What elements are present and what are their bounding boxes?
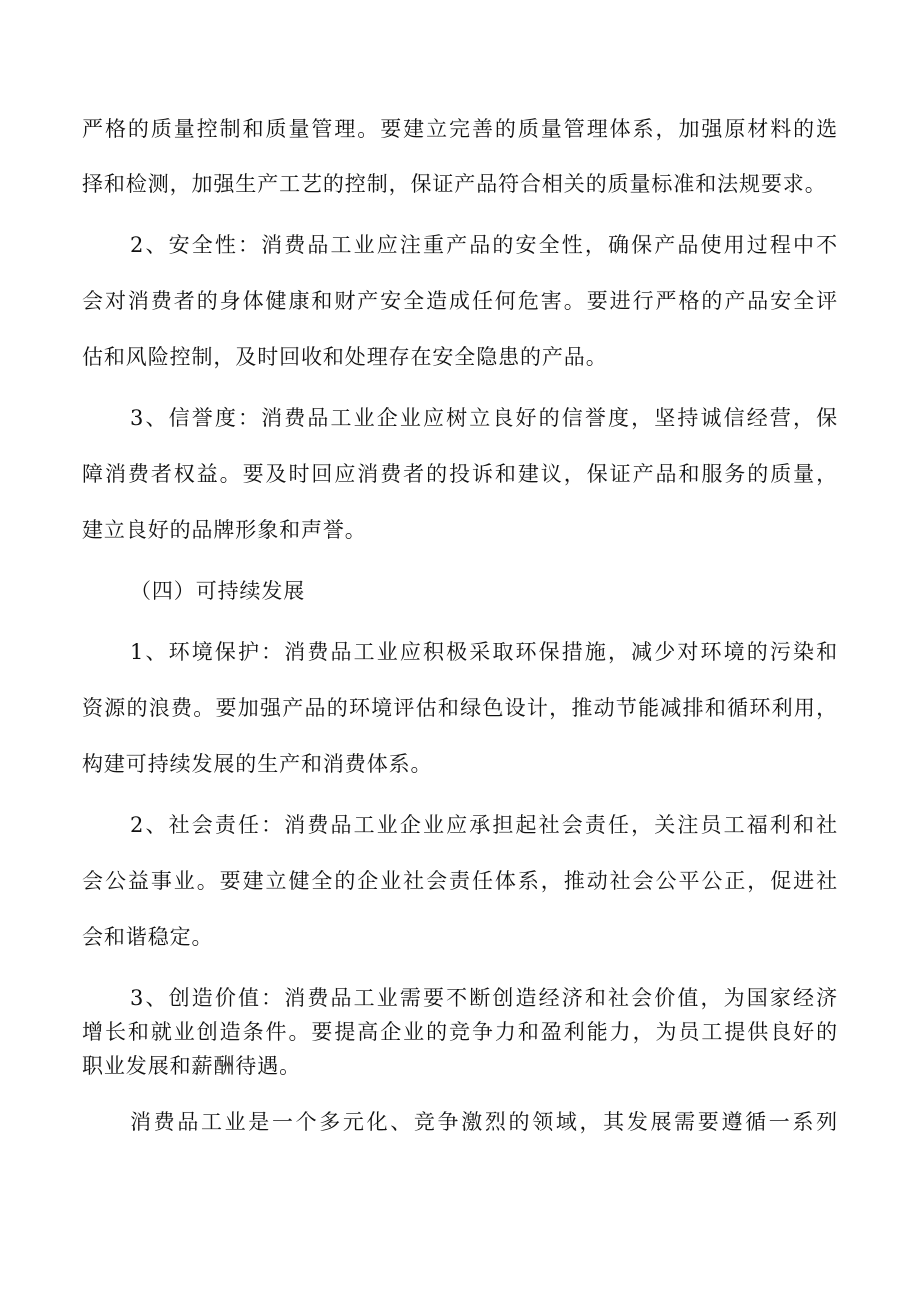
paragraph-line: 消费品工业是一个多元化、竞争激烈的领域，其发展需要遵循一系列: [130, 1110, 838, 1134]
paragraph-line: 会对消费者的身体健康和财产安全造成任何危害。要进行严格的产品安全评: [82, 289, 838, 313]
paragraph-line: 障消费者权益。要及时回应消费者的投诉和建议，保证产品和服务的质量，: [82, 462, 838, 486]
paragraph-line: 会和谐稳定。: [82, 925, 214, 949]
paragraph-line: 估和风险控制，及时回收和处理存在安全隐患的产品。: [82, 345, 608, 369]
paragraph-line: 资源的浪费。要加强产品的环境评估和绿色设计，推动节能减排和循环利用，: [82, 696, 838, 720]
paragraph-line: 会公益事业。要建立健全的企业社会责任体系，推动社会公平公正，促进社: [82, 869, 838, 893]
paragraph-line: 构建可持续发展的生产和消费体系。: [82, 752, 433, 776]
paragraph-line: 增长和就业创造条件。要提高企业的竞争力和盈利能力，为员工提供良好的: [82, 1020, 838, 1044]
paragraph-line: 严格的质量控制和质量管理。要建立完善的质量管理体系，加强原材料的选: [82, 117, 838, 141]
paragraph-line: 建立良好的品牌形象和声誉。: [82, 518, 367, 542]
section-heading: （四）可持续发展: [130, 579, 306, 603]
paragraph-line: 2、社会责任：消费品工业企业应承担起社会责任，关注员工福利和社: [130, 813, 838, 837]
paragraph-line: 职业发展和薪酬待遇。: [82, 1054, 301, 1078]
paragraph-line: 1、环境保护：消费品工业应积极采取环保措施，减少对环境的污染和: [130, 640, 838, 664]
paragraph-line: 择和检测，加强生产工艺的控制，保证产品符合相关的质量标准和法规要求。: [82, 172, 827, 196]
paragraph-line: 2、安全性：消费品工业应注重产品的安全性，确保产品使用过程中不: [130, 233, 838, 257]
paragraph-line: 3、信誉度：消费品工业企业应树立良好的信誉度，坚持诚信经营，保: [130, 406, 838, 430]
paragraph-line: 3、创造价值：消费品工业需要不断创造经济和社会价值，为国家经济: [130, 986, 838, 1010]
